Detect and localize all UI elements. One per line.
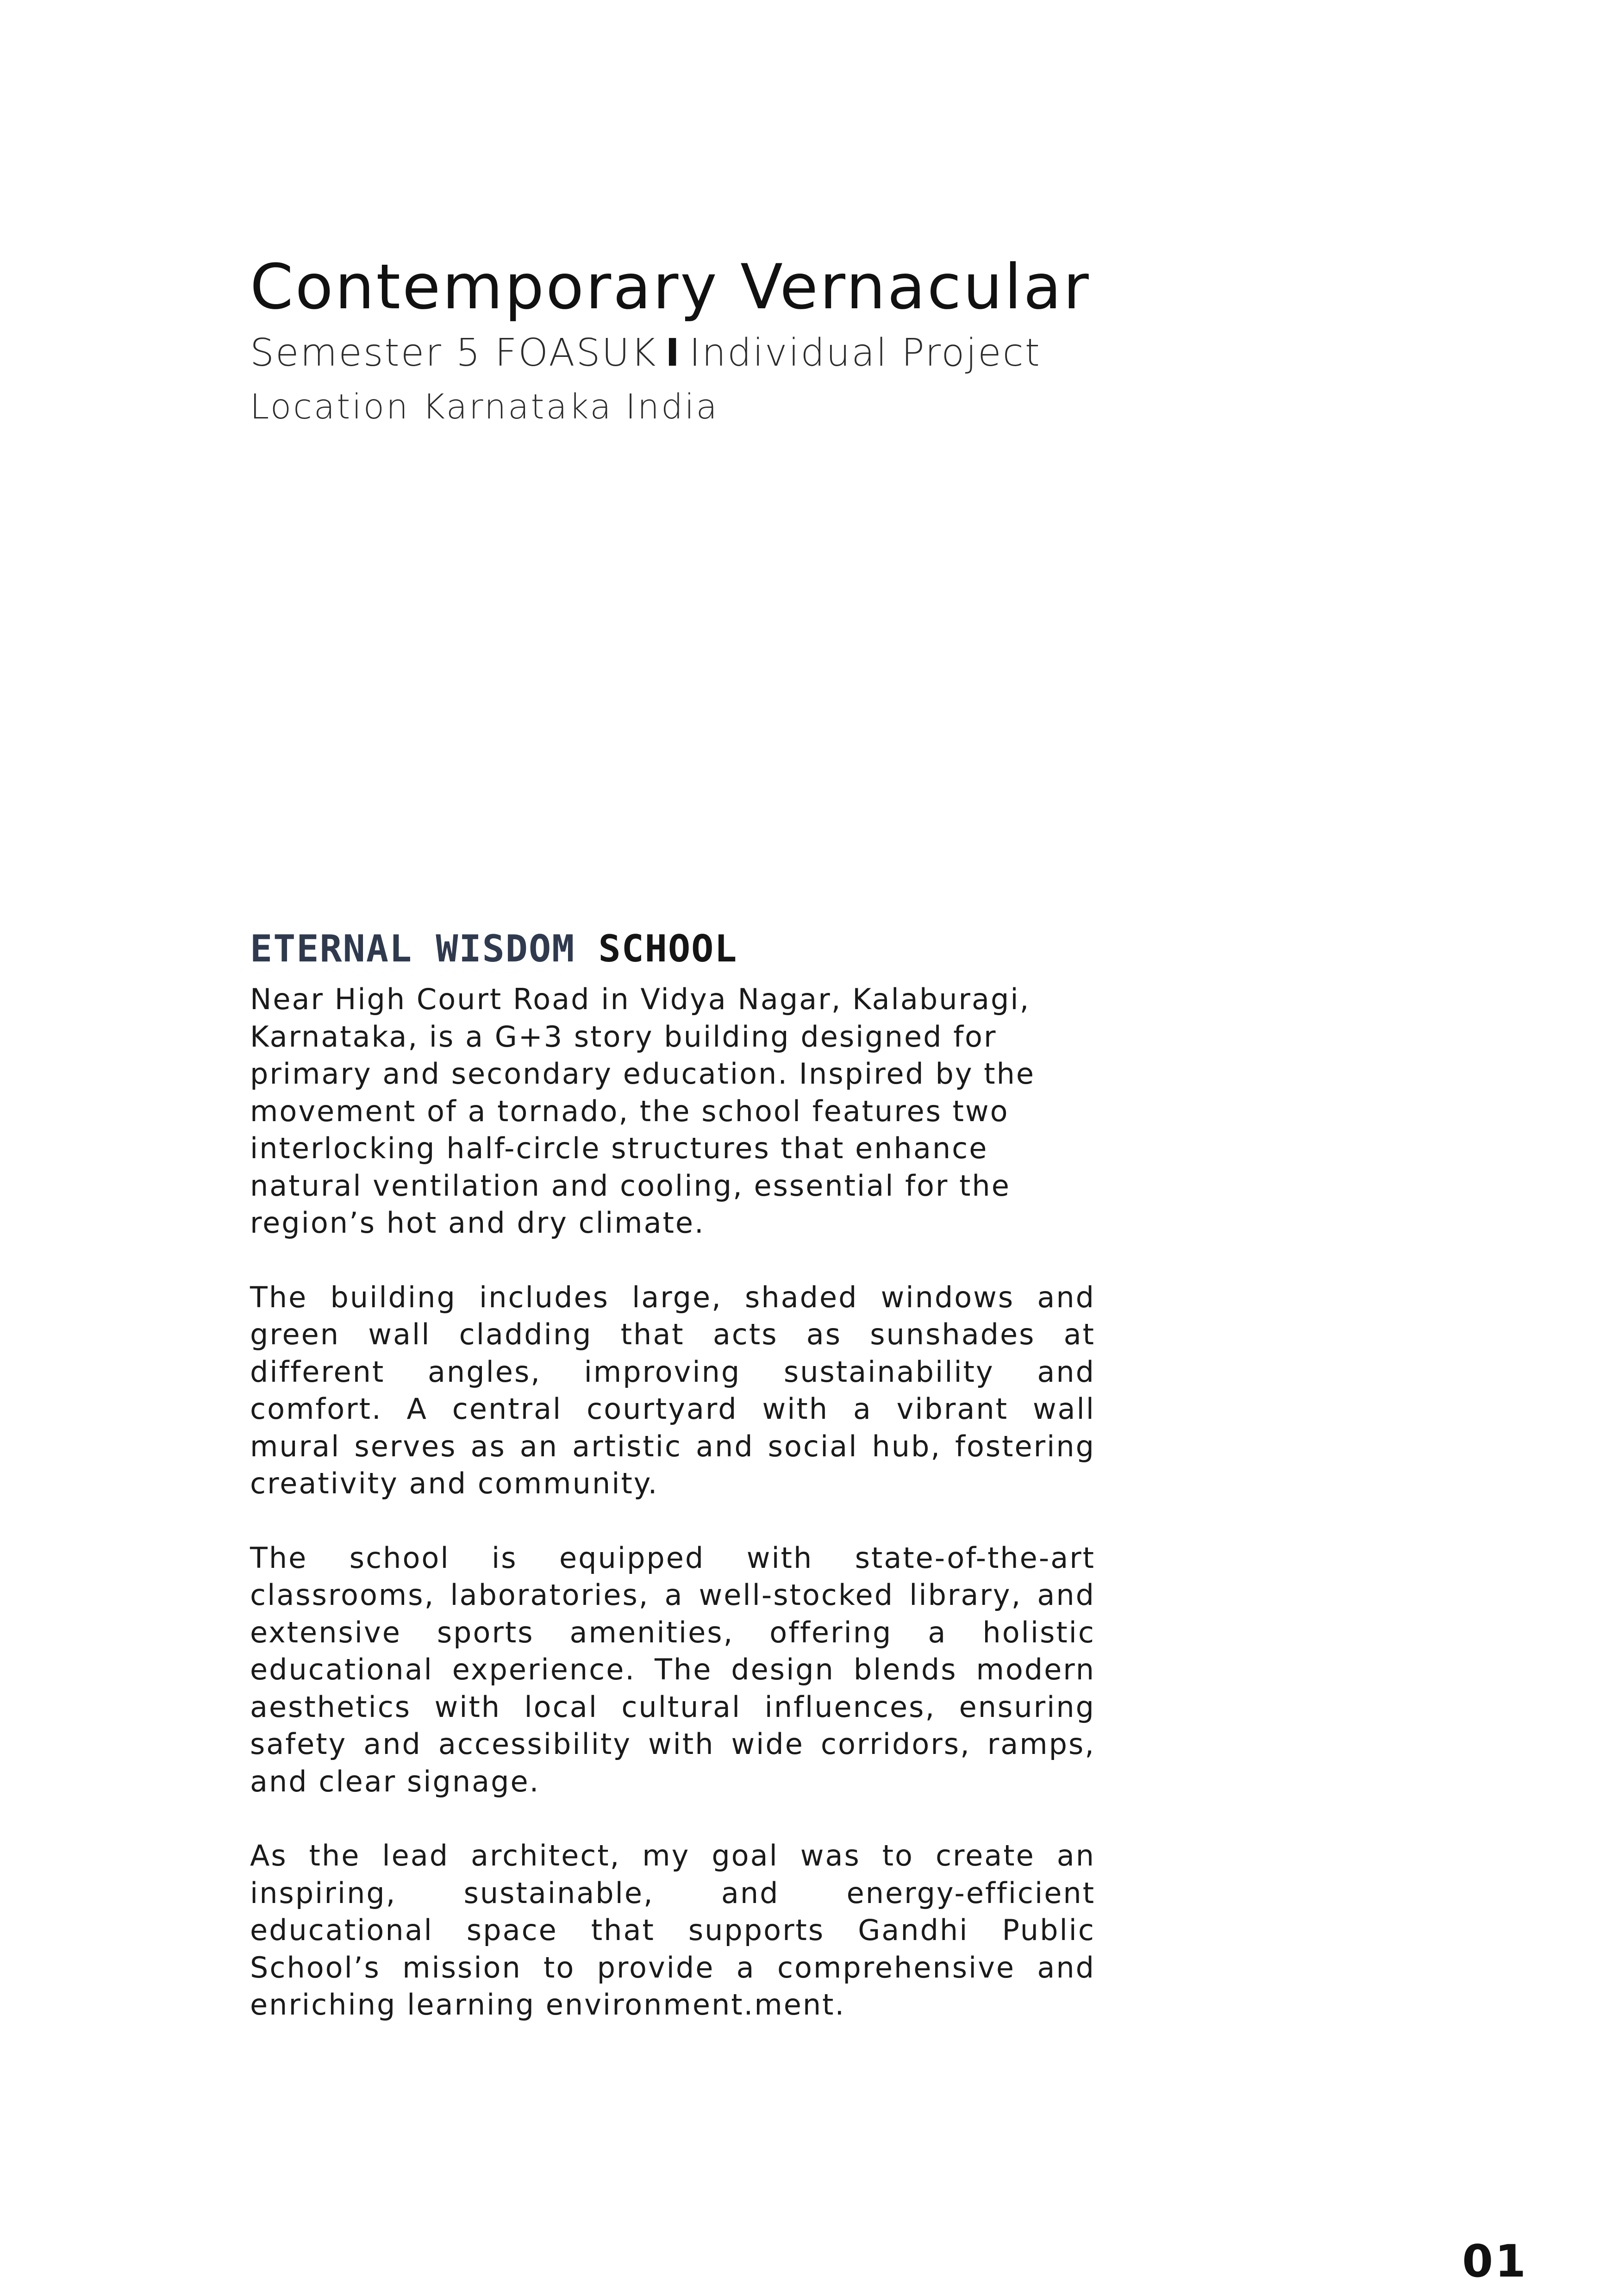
school-heading-type: SCHOOL	[598, 927, 738, 970]
title-block	[250, 250, 1268, 432]
subtitle-project-type: Individual Project	[689, 331, 1041, 375]
project-title: Contemporary Vernacular	[250, 251, 1091, 323]
subtitle-separator: I	[665, 331, 681, 375]
paragraph-facilities: The school is equipped with state-of-the-art classrooms, laboratories, a well-stocked library, and extensive sports amenities, offering a holistic educational experience. The design blends modern aesthetics with local cultural influences, ensuring safety and accessibility with wide corridors, ramps, and clear signage.	[250, 1541, 1095, 1798]
school-description-block	[250, 923, 1097, 2061]
school-heading	[250, 923, 1097, 974]
paragraph-architect-goal: As the lead architect, my goal was to create an inspiring, sustainable, and energy-efficient educational space that supports Gandhi Public School’s mission to provide a comprehensive and enriching learning environment.ment.	[250, 1839, 1095, 2021]
project-subtitle	[250, 328, 1268, 379]
paragraph-facade-and-courtyard: The building includes large, shaded windows and green wall cladding that acts as sunshades at different angles, improving sustainability and comfort. A central courtyard with a vibrant wall mural serves as an artistic and social hub, fostering creativity and community.	[250, 1280, 1095, 1500]
school-heading-name: ETERNAL WISDOM	[250, 927, 575, 970]
subtitle-course: Semester 5 FOASUK	[250, 331, 657, 375]
page-number: 01	[1462, 2235, 1528, 2287]
paragraph-site-and-concept: Near High Court Road in Vidya Nagar, Kalaburagi, Karnataka, is a G+3 story building designed for primary and secondary education. Inspired by the movement of a tornado, the school features two interlocking half-circle structures that enhance natural ventilation and cooling, essential for the region’s hot and dry climate.	[250, 982, 1036, 1240]
project-location: Location Karnataka India	[250, 387, 719, 427]
